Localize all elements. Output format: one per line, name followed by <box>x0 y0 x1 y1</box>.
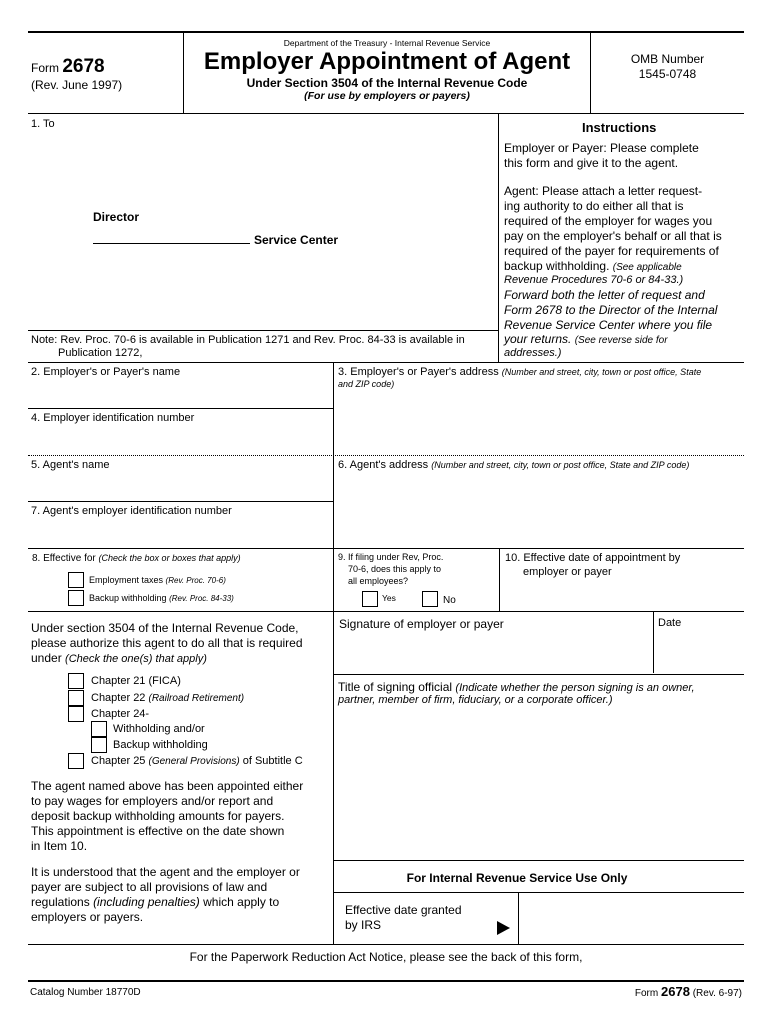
field-7-label: 7. Agent's employer identification number <box>31 505 232 517</box>
instructions-heading: Instructions <box>582 120 657 135</box>
service-center-line[interactable] <box>93 243 250 244</box>
field-9-line-3: all employees? <box>348 576 409 586</box>
field-9-line-1: 9. If filing under Rev, Proc. <box>338 552 444 562</box>
para1-line-3: deposit backup withholding amounts for payers. <box>31 809 285 823</box>
instr-agent-1: Agent: Please attach a letter request- <box>504 184 703 198</box>
pointer-arrow-icon <box>497 921 510 935</box>
chapter-25-hint: (General Provisions) <box>148 756 240 767</box>
lower-bottom-rule <box>28 944 744 945</box>
chapter-22-hint: (Railroad Retirement) <box>148 693 245 704</box>
backup-withholding-label-line <box>89 593 234 603</box>
field-8-label: 8. Effective for <box>32 553 96 564</box>
form-title: Employer Appointment of Agent <box>203 48 571 75</box>
row8-divider-1 <box>333 548 334 611</box>
date-field[interactable] <box>654 612 744 673</box>
title-hint-1: (Indicate whether the person signing is an owner, <box>455 682 695 694</box>
employer-ein-field[interactable] <box>28 409 332 454</box>
chapter-21-label: Chapter 21 (FICA) <box>91 675 181 687</box>
agent-ein-field[interactable] <box>28 502 332 547</box>
title-label-line <box>338 680 695 694</box>
chapter-22-checkbox[interactable] <box>68 690 84 706</box>
omb-number: 1545-0748 <box>638 67 697 81</box>
form-number: 2678 <box>62 56 105 77</box>
chapter-25-label-line <box>91 755 303 767</box>
form-subtitle: Under Section 3504 of the Internal Revenue Code <box>246 76 528 90</box>
instructions-divider <box>498 113 499 362</box>
authorize-hint: (Check the one(s) that apply) <box>65 653 207 665</box>
employment-taxes-label-line <box>89 575 226 585</box>
date-label: Date <box>658 617 682 629</box>
employment-taxes-label: Employment taxes <box>89 575 164 585</box>
chapter-24-backup-label: Backup withholding <box>113 739 208 751</box>
field-2-label: 2. Employer's or Payer's name <box>31 366 181 378</box>
para2-penalties-hint: (including penalties) <box>93 895 200 909</box>
granted-line-1: Effective date granted <box>345 903 462 917</box>
chapter-22-label: Chapter 22 <box>91 692 146 704</box>
authorize-line-3 <box>31 651 207 665</box>
para2-tail: which apply to <box>203 895 280 909</box>
footer-rule <box>28 980 744 982</box>
field-8-hint: (Check the box or boxes that apply) <box>98 553 241 563</box>
chapter-24-label: Chapter 24- <box>91 708 150 720</box>
withholding-label: Withholding and/or <box>113 723 205 735</box>
header-bottom-rule <box>28 113 744 114</box>
title-field[interactable] <box>334 675 744 855</box>
irs-use-heading: For Internal Revenue Service Use Only <box>406 871 628 885</box>
authorize-line-2: please authorize this agent to do all that is required <box>31 636 303 650</box>
instr-agent-2: ing authority to do either all that is <box>504 199 684 213</box>
field-1-label: 1. To <box>31 118 55 130</box>
instr-addresses: addresses.) <box>504 347 562 359</box>
title-label: Title of signing official <box>338 680 453 694</box>
instr-forward-1: Forward both the letter of request and <box>504 288 705 302</box>
instr-agent-3: required of the employer for wages you <box>504 214 713 228</box>
instr-forward-2: Form 2678 to the Director of the Internal <box>504 303 718 317</box>
field-4-label: 4. Employer identification number <box>31 412 195 424</box>
backup-withholding-checkbox[interactable] <box>68 590 84 606</box>
footer-form-number: 2678 <box>661 984 690 999</box>
no-label: No <box>443 595 456 606</box>
effective-date-field[interactable] <box>500 549 744 610</box>
chapter-25-label: Chapter 25 <box>91 755 146 767</box>
chapter-21-checkbox[interactable] <box>68 673 84 689</box>
field-5-label: 5. Agent's name <box>31 459 110 471</box>
chapter-22-label-line <box>91 692 244 704</box>
use-note: (For use by employers or payers) <box>304 90 470 102</box>
signature-field[interactable] <box>334 612 652 673</box>
instr-agent-5: required of the payer for requirements of <box>504 244 719 258</box>
no-checkbox[interactable] <box>422 591 438 607</box>
form-number-block <box>31 56 105 78</box>
instr-returns-line <box>504 332 668 346</box>
withholding-checkbox[interactable] <box>91 721 107 737</box>
backup-withholding-hint: (Rev. Proc. 84-33) <box>169 594 234 603</box>
instr-returns-text: your returns. <box>504 332 572 346</box>
yes-checkbox[interactable] <box>362 591 378 607</box>
granted-line-2: by IRS <box>345 918 382 932</box>
signature-label: Signature of employer or payer <box>339 617 504 631</box>
field-3-label-line <box>338 366 701 378</box>
omb-label: OMB Number <box>630 52 705 66</box>
para2-line-4: employers or payers. <box>31 910 144 924</box>
footer-revision: (Rev. 6-97) <box>692 988 742 999</box>
catalog-number: Catalog Number 18770D <box>30 987 141 998</box>
employer-address-field[interactable] <box>334 363 744 454</box>
para2-regulations: regulations <box>31 895 90 909</box>
irs-date-field[interactable] <box>519 893 744 943</box>
employment-taxes-hint: (Rev. Proc. 70-6) <box>165 576 226 585</box>
authorize-line-1: Under section 3504 of the Internal Revenue Code, <box>31 621 299 635</box>
instr-forward-3: Revenue Service Center where you file <box>504 318 713 332</box>
chapter-24-backup-checkbox[interactable] <box>91 737 107 753</box>
title-hint-2: partner, member of firm, fiduciary, or a corporate officer.) <box>338 694 613 706</box>
instr-rev-procs: Revenue Procedures 70-6 or 84-33.) <box>504 274 684 286</box>
agent-name-field[interactable] <box>28 456 332 501</box>
para1-line-5: in Item 10. <box>31 839 88 853</box>
chapter-24-checkbox[interactable] <box>68 706 84 722</box>
footer-form-id <box>635 984 742 999</box>
para1-line-2: to pay wages for employers and/or report and <box>31 794 274 808</box>
to-address-area[interactable] <box>28 130 496 328</box>
yes-label: Yes <box>382 593 396 603</box>
instr-agent-4: pay on the employer's behalf or all that is <box>504 229 722 243</box>
form-label: Form <box>31 61 59 75</box>
field-3-hint-2: and ZIP code) <box>338 379 395 389</box>
service-center-label: Service Center <box>254 233 339 247</box>
irs-top-rule <box>333 860 744 861</box>
para2-line-3 <box>31 895 279 909</box>
field-10-line-1: 10. Effective date of appointment by <box>505 552 681 564</box>
instr-see-applicable: (See applicable <box>612 262 682 273</box>
para1-line-1: The agent named above has been appointed either <box>31 779 304 793</box>
field-9-line-2: 70-6, does this apply to <box>348 564 442 574</box>
instr-backup-text: backup withholding. <box>504 259 610 273</box>
field-6-hint: (Number and street, city, town or post office, State and ZIP code) <box>431 460 690 470</box>
backup-withholding-label: Backup withholding <box>89 593 167 603</box>
chapter-25-checkbox[interactable] <box>68 753 84 769</box>
instr-see-reverse: (See reverse side for <box>574 335 668 346</box>
instr-employer-1: Employer or Payer: Please complete <box>504 141 699 155</box>
director-label: Director <box>93 210 140 224</box>
paperwork-notice: For the Paperwork Reduction Act Notice, please see the back of this form, <box>189 950 583 964</box>
para2-line-1: It is understood that the agent and the employer or <box>31 865 300 879</box>
to-bottom-rule <box>28 330 498 331</box>
employer-name-field[interactable] <box>28 363 332 408</box>
instr-employer-2: this form and give it to the agent. <box>504 156 679 170</box>
field-6-label: 6. Agent's address <box>338 459 429 471</box>
note-line-2: Publication 1272, <box>58 347 143 359</box>
para2-line-2: payer are subject to all provisions of law and <box>31 880 268 894</box>
footer-form-word: Form <box>634 988 659 999</box>
field-8-label-line <box>32 553 241 564</box>
field-3-label: 3. Employer's or Payer's address <box>338 366 499 378</box>
note-line-1: Note: Rev. Proc. 70-6 is available in Publication 1271 and Rev. Proc. 84-33 is available in <box>31 334 465 346</box>
agent-address-field[interactable] <box>334 456 744 547</box>
chapter-25-tail: of Subtitle C <box>242 755 303 767</box>
authorize-under: under <box>31 651 62 665</box>
form-revision: (Rev. June 1997) <box>31 78 123 92</box>
employment-taxes-checkbox[interactable] <box>68 572 84 588</box>
field-3-hint-1: (Number and street, city, town or post office, State <box>501 367 702 377</box>
field-10-line-2: employer or payer <box>523 566 612 578</box>
para1-line-4: This appointment is effective on the date shown <box>31 824 285 838</box>
department-line: Department of the Treasury - Internal Revenue Service <box>283 38 491 48</box>
top-rule <box>28 31 744 33</box>
field-6-label-line <box>338 459 689 471</box>
instr-backup-line <box>504 259 682 273</box>
